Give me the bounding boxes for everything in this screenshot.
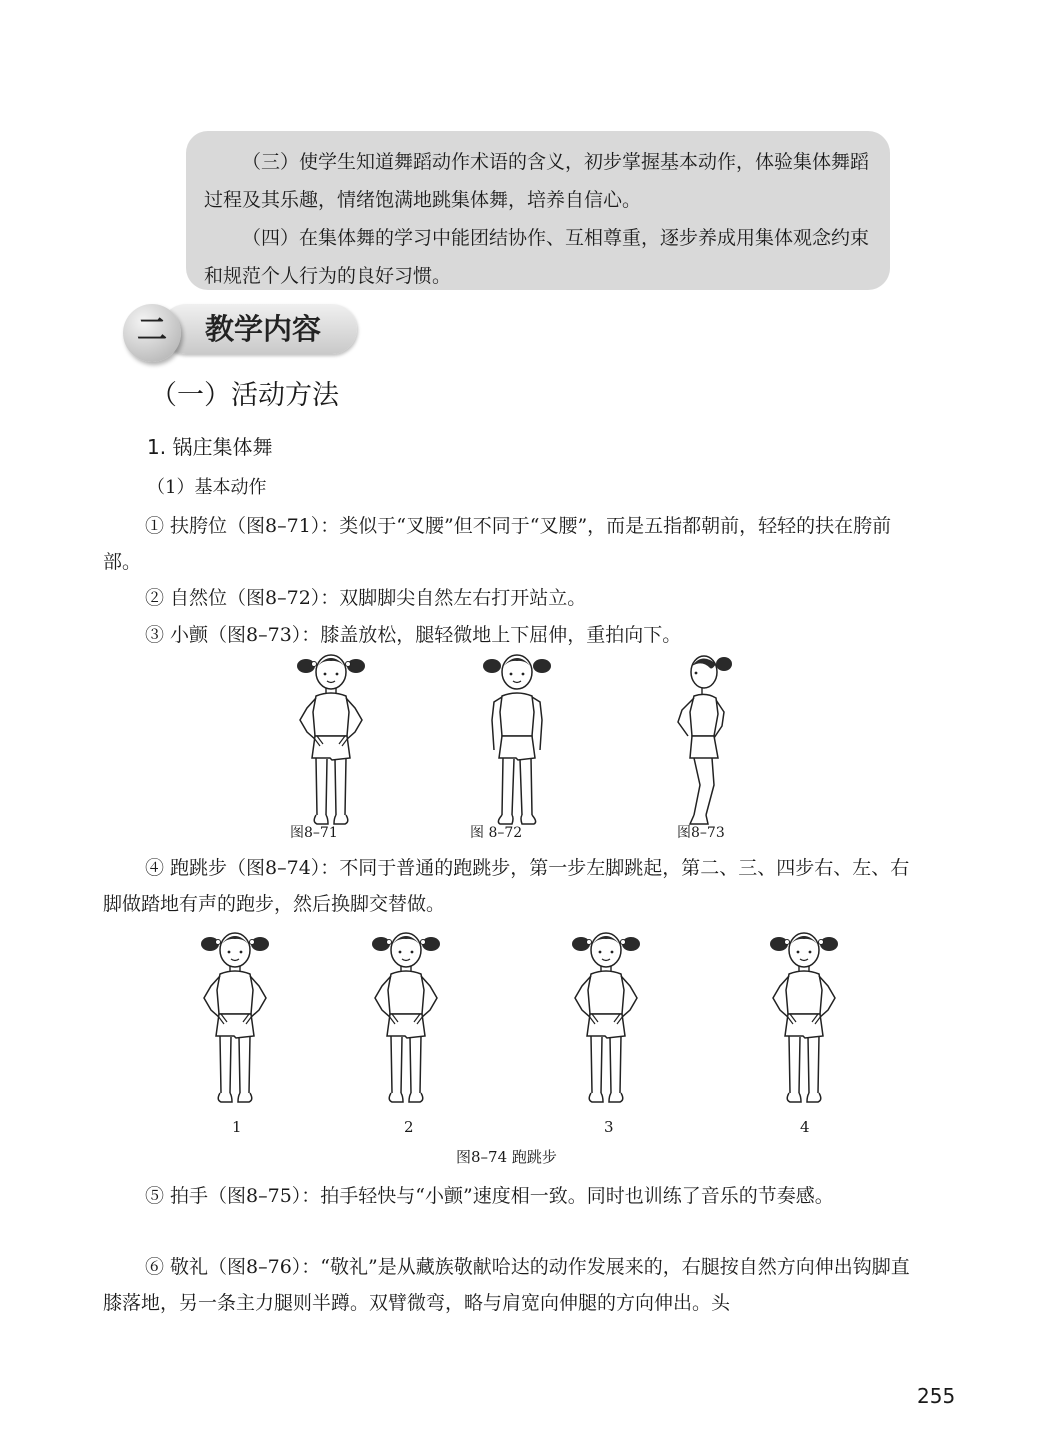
girl-skipping-step-icon — [174, 922, 296, 1110]
step-label: 4 — [800, 1118, 810, 1136]
section-header — [123, 304, 359, 359]
girl-natural-stance-front-icon — [456, 650, 578, 826]
caption-8-72: 图 8–72 — [470, 825, 523, 841]
section-number-badge: 二 — [123, 304, 181, 362]
paragraph-2: ② 自然位（图8–72）：双脚脚尖自然左右打开站立。 — [145, 587, 587, 609]
girl-hands-on-hips-front-icon — [270, 650, 392, 826]
girl-skipping-step-icon — [743, 922, 865, 1110]
paragraph-6: ⑥ 敬礼（图8–76）：“敬礼”是从藏族敬献哈达的动作发展来的，右腿按自然方向伸出钩脚直膝落地，另一条主力腿则半蹲。双臂微弯，略与肩宽向伸腿的方向伸出。头 — [103, 1256, 910, 1314]
girl-skipping-step-icon — [545, 922, 667, 1110]
page-number: 255 — [917, 1384, 956, 1408]
item-title: 1. 锅庄集体舞 — [147, 435, 273, 459]
figure-8-74-step-4 — [743, 922, 865, 1110]
figure-8-74-step-2 — [345, 922, 467, 1110]
paragraph-5: ⑤ 拍手（图8–75）：拍手轻快与“小颤”速度相一致。同时也训练了音乐的节奏感。 — [145, 1185, 834, 1207]
paragraph-1: ① 扶胯位（图8–71）：类似于“叉腰”但不同于“叉腰”，而是五指都朝前，轻轻的扶在胯前部。 — [103, 515, 892, 573]
figure-8-74-step-3 — [545, 922, 667, 1110]
objective-4: （四）在集体舞的学习中能团结协作、互相尊重，逐步养成用集体观念约束和规范个人行为的良好习惯。 — [204, 227, 870, 287]
figure-8-71 — [270, 650, 392, 826]
sub-item-title: （1）基本动作 — [147, 477, 267, 498]
caption-8-74: 图8–74 跑跳步 — [456, 1148, 557, 1166]
objective-3: （三）使学生知道舞蹈动作术语的含义，初步掌握基本动作，体验集体舞蹈过程及其乐趣，情绪饱满地跳集体舞，培养自信心。 — [204, 151, 870, 211]
subsection-title: （一）活动方法 — [150, 380, 339, 411]
paragraph-4: ④ 跑跳步（图8–74）：不同于普通的跑跳步，第一步左脚跳起，第二、三、四步右、左、右脚做踏地有声的跑步，然后换脚交替做。 — [103, 857, 910, 915]
girl-skipping-step-icon — [345, 922, 467, 1110]
figure-8-72 — [456, 650, 578, 826]
step-label: 1 — [232, 1118, 242, 1136]
step-label: 2 — [404, 1118, 414, 1136]
section-title: 教学内容 — [205, 312, 322, 346]
caption-8-73: 图8–73 — [677, 825, 725, 841]
caption-8-71: 图8–71 — [290, 825, 338, 841]
paragraph-3: ③ 小颤（图8–73）：膝盖放松，腿轻微地上下屈伸，重拍向下。 — [145, 624, 682, 646]
figure-8-73 — [654, 650, 764, 826]
objectives-box — [186, 131, 890, 290]
step-label: 3 — [604, 1118, 614, 1136]
figure-8-74-step-1 — [174, 922, 296, 1110]
girl-knee-bend-side-icon — [654, 650, 764, 826]
